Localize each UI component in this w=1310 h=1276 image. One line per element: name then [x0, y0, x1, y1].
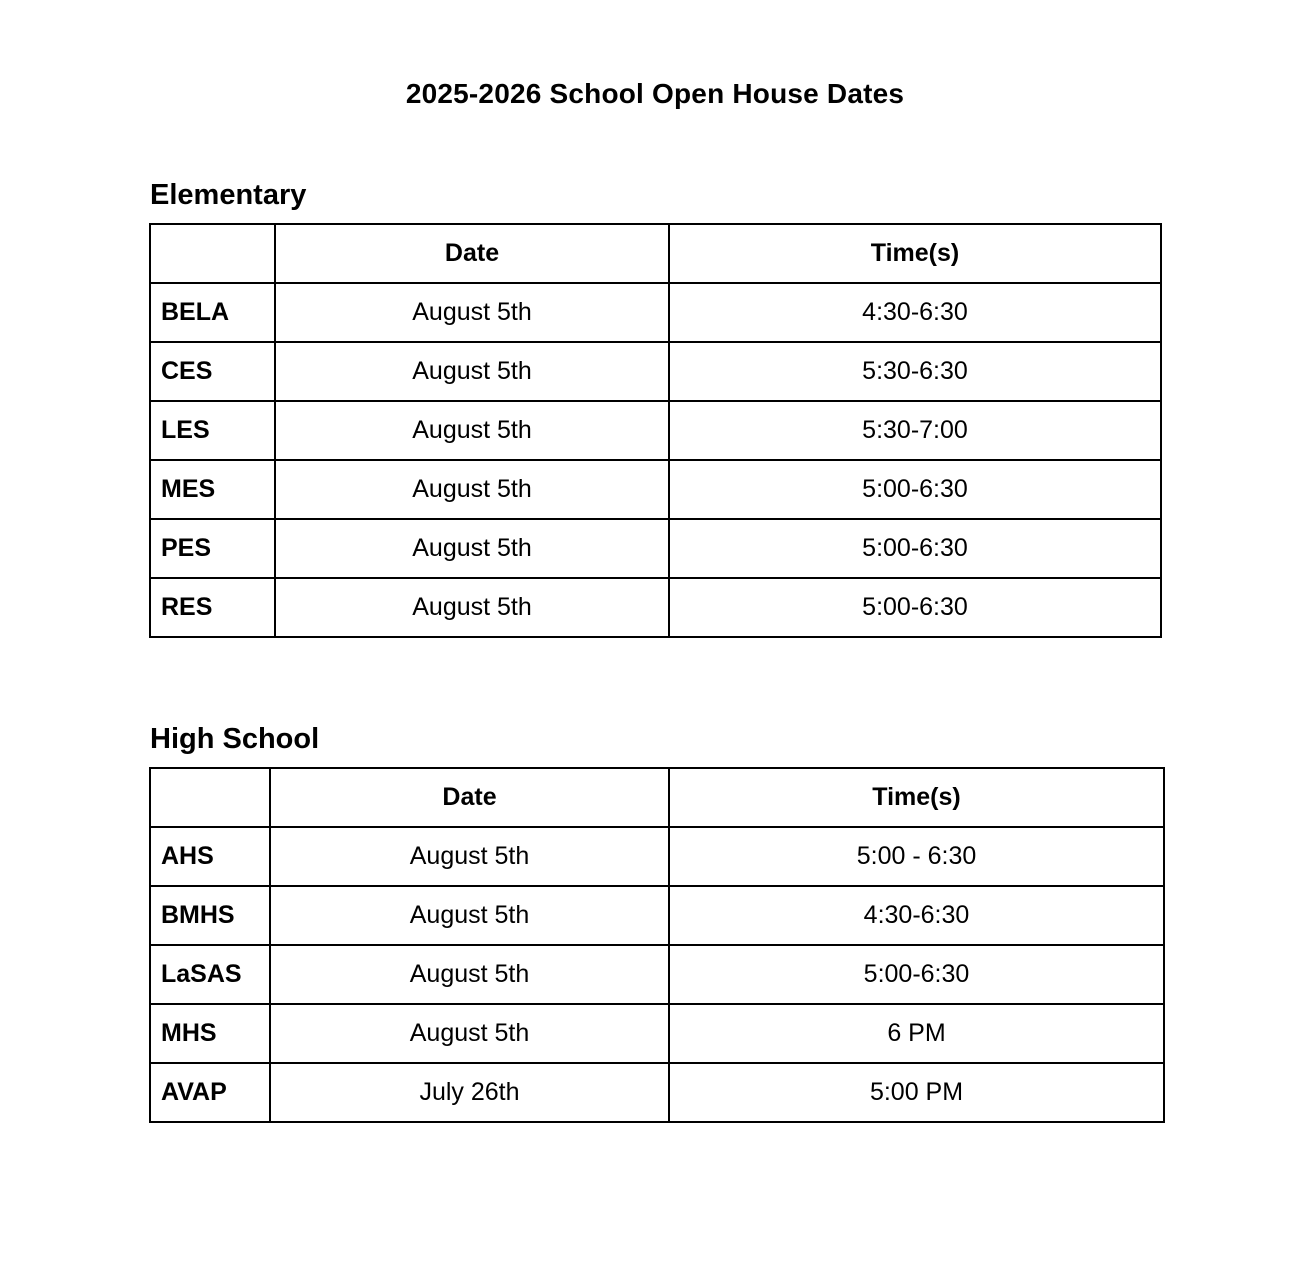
open-house-date: August 5th — [275, 283, 669, 342]
open-house-date: August 5th — [270, 886, 669, 945]
open-house-time: 5:00-6:30 — [669, 519, 1161, 578]
open-house-time: 5:30-7:00 — [669, 401, 1161, 460]
school-name: CES — [150, 342, 275, 401]
table-row — [150, 519, 1161, 578]
school-name: LaSAS — [150, 945, 270, 1004]
table-row — [150, 886, 1164, 945]
open-house-date: August 5th — [270, 827, 669, 886]
table-header-row — [150, 224, 1161, 283]
open-house-time: 5:00-6:30 — [669, 945, 1164, 1004]
school-name: PES — [150, 519, 275, 578]
school-name: BELA — [150, 283, 275, 342]
school-name: AVAP — [150, 1063, 270, 1122]
open-house-time: 4:30-6:30 — [669, 283, 1161, 342]
open-house-time: 6 PM — [669, 1004, 1164, 1063]
open-house-time: 5:00-6:30 — [669, 460, 1161, 519]
table-row — [150, 283, 1161, 342]
school-column-header — [150, 768, 270, 827]
school-name: BMHS — [150, 886, 270, 945]
date-column-header: Date — [270, 768, 669, 827]
table-row — [150, 460, 1161, 519]
table-header-row — [150, 768, 1164, 827]
page-title: 2025-2026 School Open House Dates — [405, 78, 905, 109]
school-name: AHS — [150, 827, 270, 886]
table-row — [150, 827, 1164, 886]
table-row — [150, 342, 1161, 401]
open-house-time: 5:30-6:30 — [669, 342, 1161, 401]
open-house-date: August 5th — [270, 1004, 669, 1063]
school-name: LES — [150, 401, 275, 460]
high-school-table — [149, 767, 1165, 1123]
school-column-header — [150, 224, 275, 283]
table-row — [150, 1004, 1164, 1063]
table-row — [150, 1063, 1164, 1122]
time-column-header: Time(s) — [669, 768, 1164, 827]
school-name: MHS — [150, 1004, 270, 1063]
time-column-header: Time(s) — [669, 224, 1161, 283]
high-school-heading: High School — [150, 723, 320, 755]
date-column-header: Date — [275, 224, 669, 283]
elementary-table — [149, 223, 1162, 638]
open-house-date: August 5th — [275, 460, 669, 519]
open-house-date: August 5th — [275, 519, 669, 578]
open-house-date: July 26th — [270, 1063, 669, 1122]
table-row — [150, 945, 1164, 1004]
elementary-heading: Elementary — [150, 179, 307, 211]
open-house-time: 5:00 - 6:30 — [669, 827, 1164, 886]
table-row — [150, 578, 1161, 637]
school-name: RES — [150, 578, 275, 637]
open-house-date: August 5th — [270, 945, 669, 1004]
school-name: MES — [150, 460, 275, 519]
open-house-time: 4:30-6:30 — [669, 886, 1164, 945]
open-house-time: 5:00-6:30 — [669, 578, 1161, 637]
open-house-time: 5:00 PM — [669, 1063, 1164, 1122]
open-house-date: August 5th — [275, 401, 669, 460]
open-house-date: August 5th — [275, 578, 669, 637]
open-house-date: August 5th — [275, 342, 669, 401]
table-row — [150, 401, 1161, 460]
